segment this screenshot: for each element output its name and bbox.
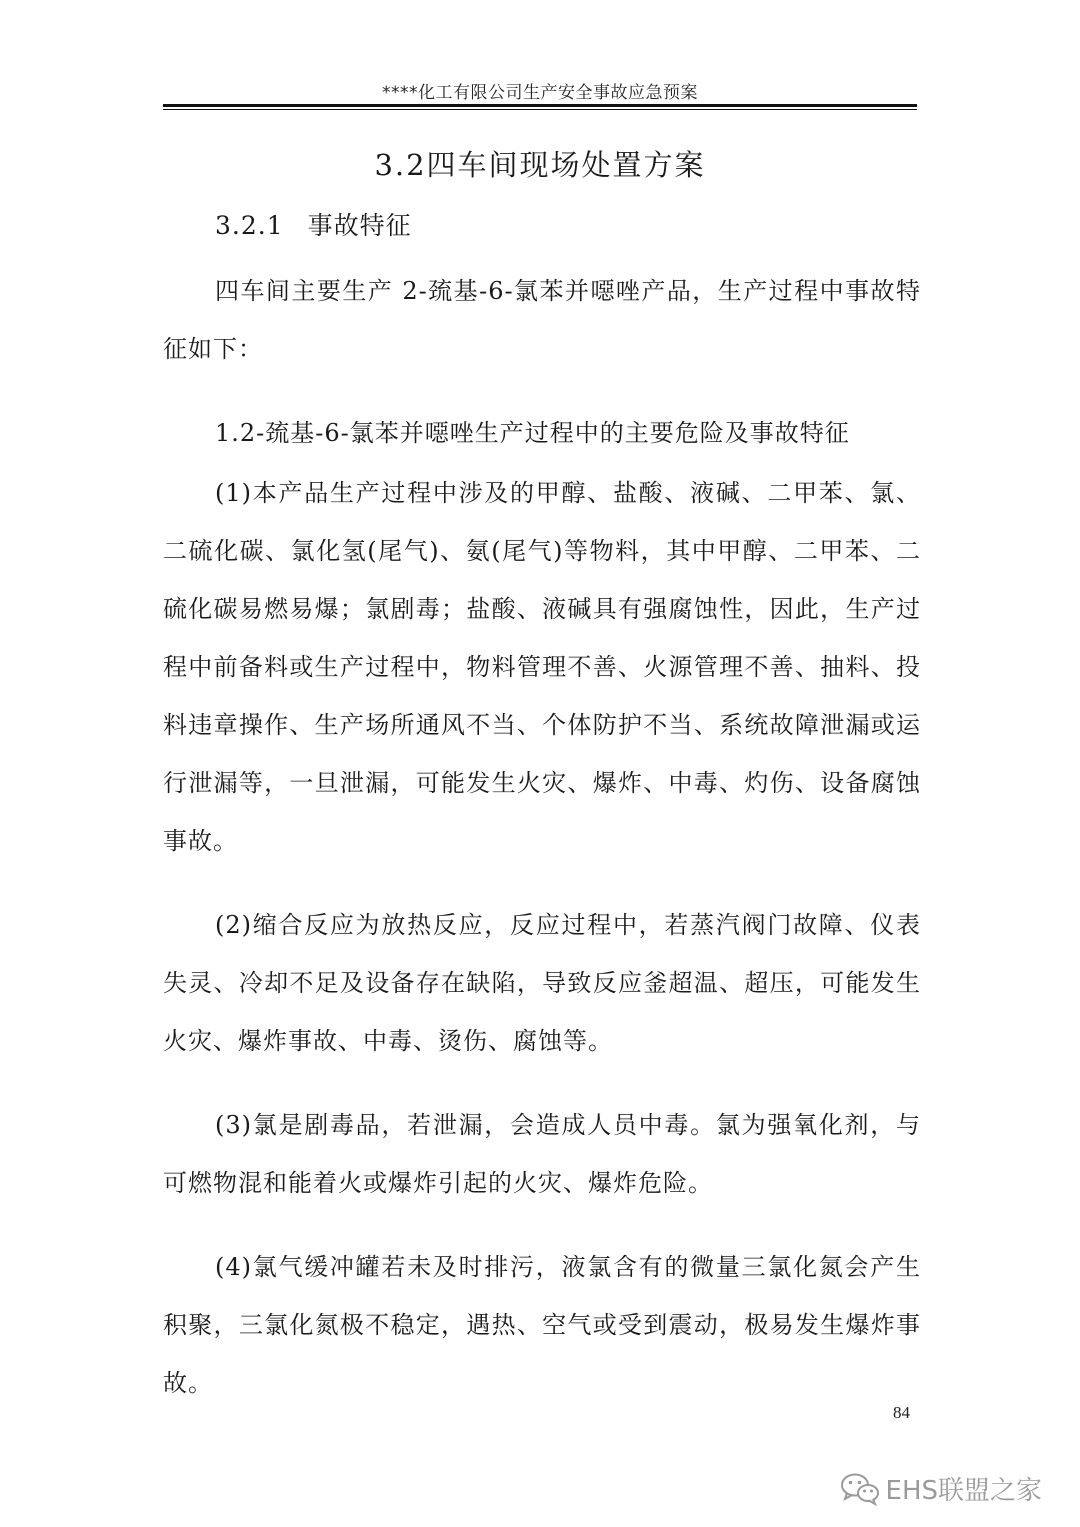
body-text <box>163 262 921 1438</box>
paragraph-hazard-heading: 1.2-巯基-6-氯苯并噁唑生产过程中的主要危险及事故特征 <box>215 419 850 447</box>
paragraph-item-1: (1)本产品生产过程中涉及的甲醇、盐酸、液碱、二甲苯、氯、二硫化碳、氯化氢(尾气)、氨(尾气)等物料，其中甲醇、二甲苯、二硫化碳易燃易爆；氯剧毒；盐酸、液碱具有强腐蚀性，因此，生产过程中前备料或生产过程中，物料管理不善、火源管理不善、抽料、投料违章操作、生产场所通风不当、个体防护不当、系统故障泄漏或运行泄漏等，一旦泄漏，可能发生火灾、爆炸、中毒、灼伤、设备腐蚀事故。 <box>163 479 921 855</box>
paragraph-intro: 四车间主要生产 2-巯基-6-氯苯并噁唑产品，生产过程中事故特征如下： <box>163 277 921 363</box>
subsection-title: 事故特征 <box>307 211 412 240</box>
paragraph-item-3: (3)氯是剧毒品，若泄漏，会造成人员中毒。氯为强氧化剂，与可燃物混和能着火或爆炸引起的火灾、爆炸危险。 <box>163 1111 921 1197</box>
section-title: 3.2四车间现场处置方案 <box>374 148 706 182</box>
paragraph-item-4: (4)氯气缓冲罐若未及时排污，液氯含有的微量三氯化氮会产生积聚，三氯化氮极不稳定，遇热、空气或受到震动，极易发生爆炸事故。 <box>163 1253 921 1397</box>
running-header: ****化工有限公司生产安全事故应急预案 <box>382 83 698 103</box>
watermark <box>840 1470 1042 1507</box>
header-rule-thick <box>163 104 917 107</box>
subsection-number: 3.2.1 <box>215 211 284 240</box>
header-rule-thin <box>163 109 917 110</box>
page-number: 84 <box>893 1403 910 1422</box>
watermark-text: EHS联盟之家 <box>885 1476 1042 1506</box>
subsection-heading <box>215 206 412 242</box>
wechat-icon <box>840 1472 880 1506</box>
paragraph-item-2: (2)缩合反应为放热反应，反应过程中，若蒸汽阀门故障、仪表失灵、冷却不足及设备存在缺陷，导致反应釜超温、超压，可能发生火灾、爆炸事故、中毒、烫伤、腐蚀等。 <box>163 911 921 1055</box>
